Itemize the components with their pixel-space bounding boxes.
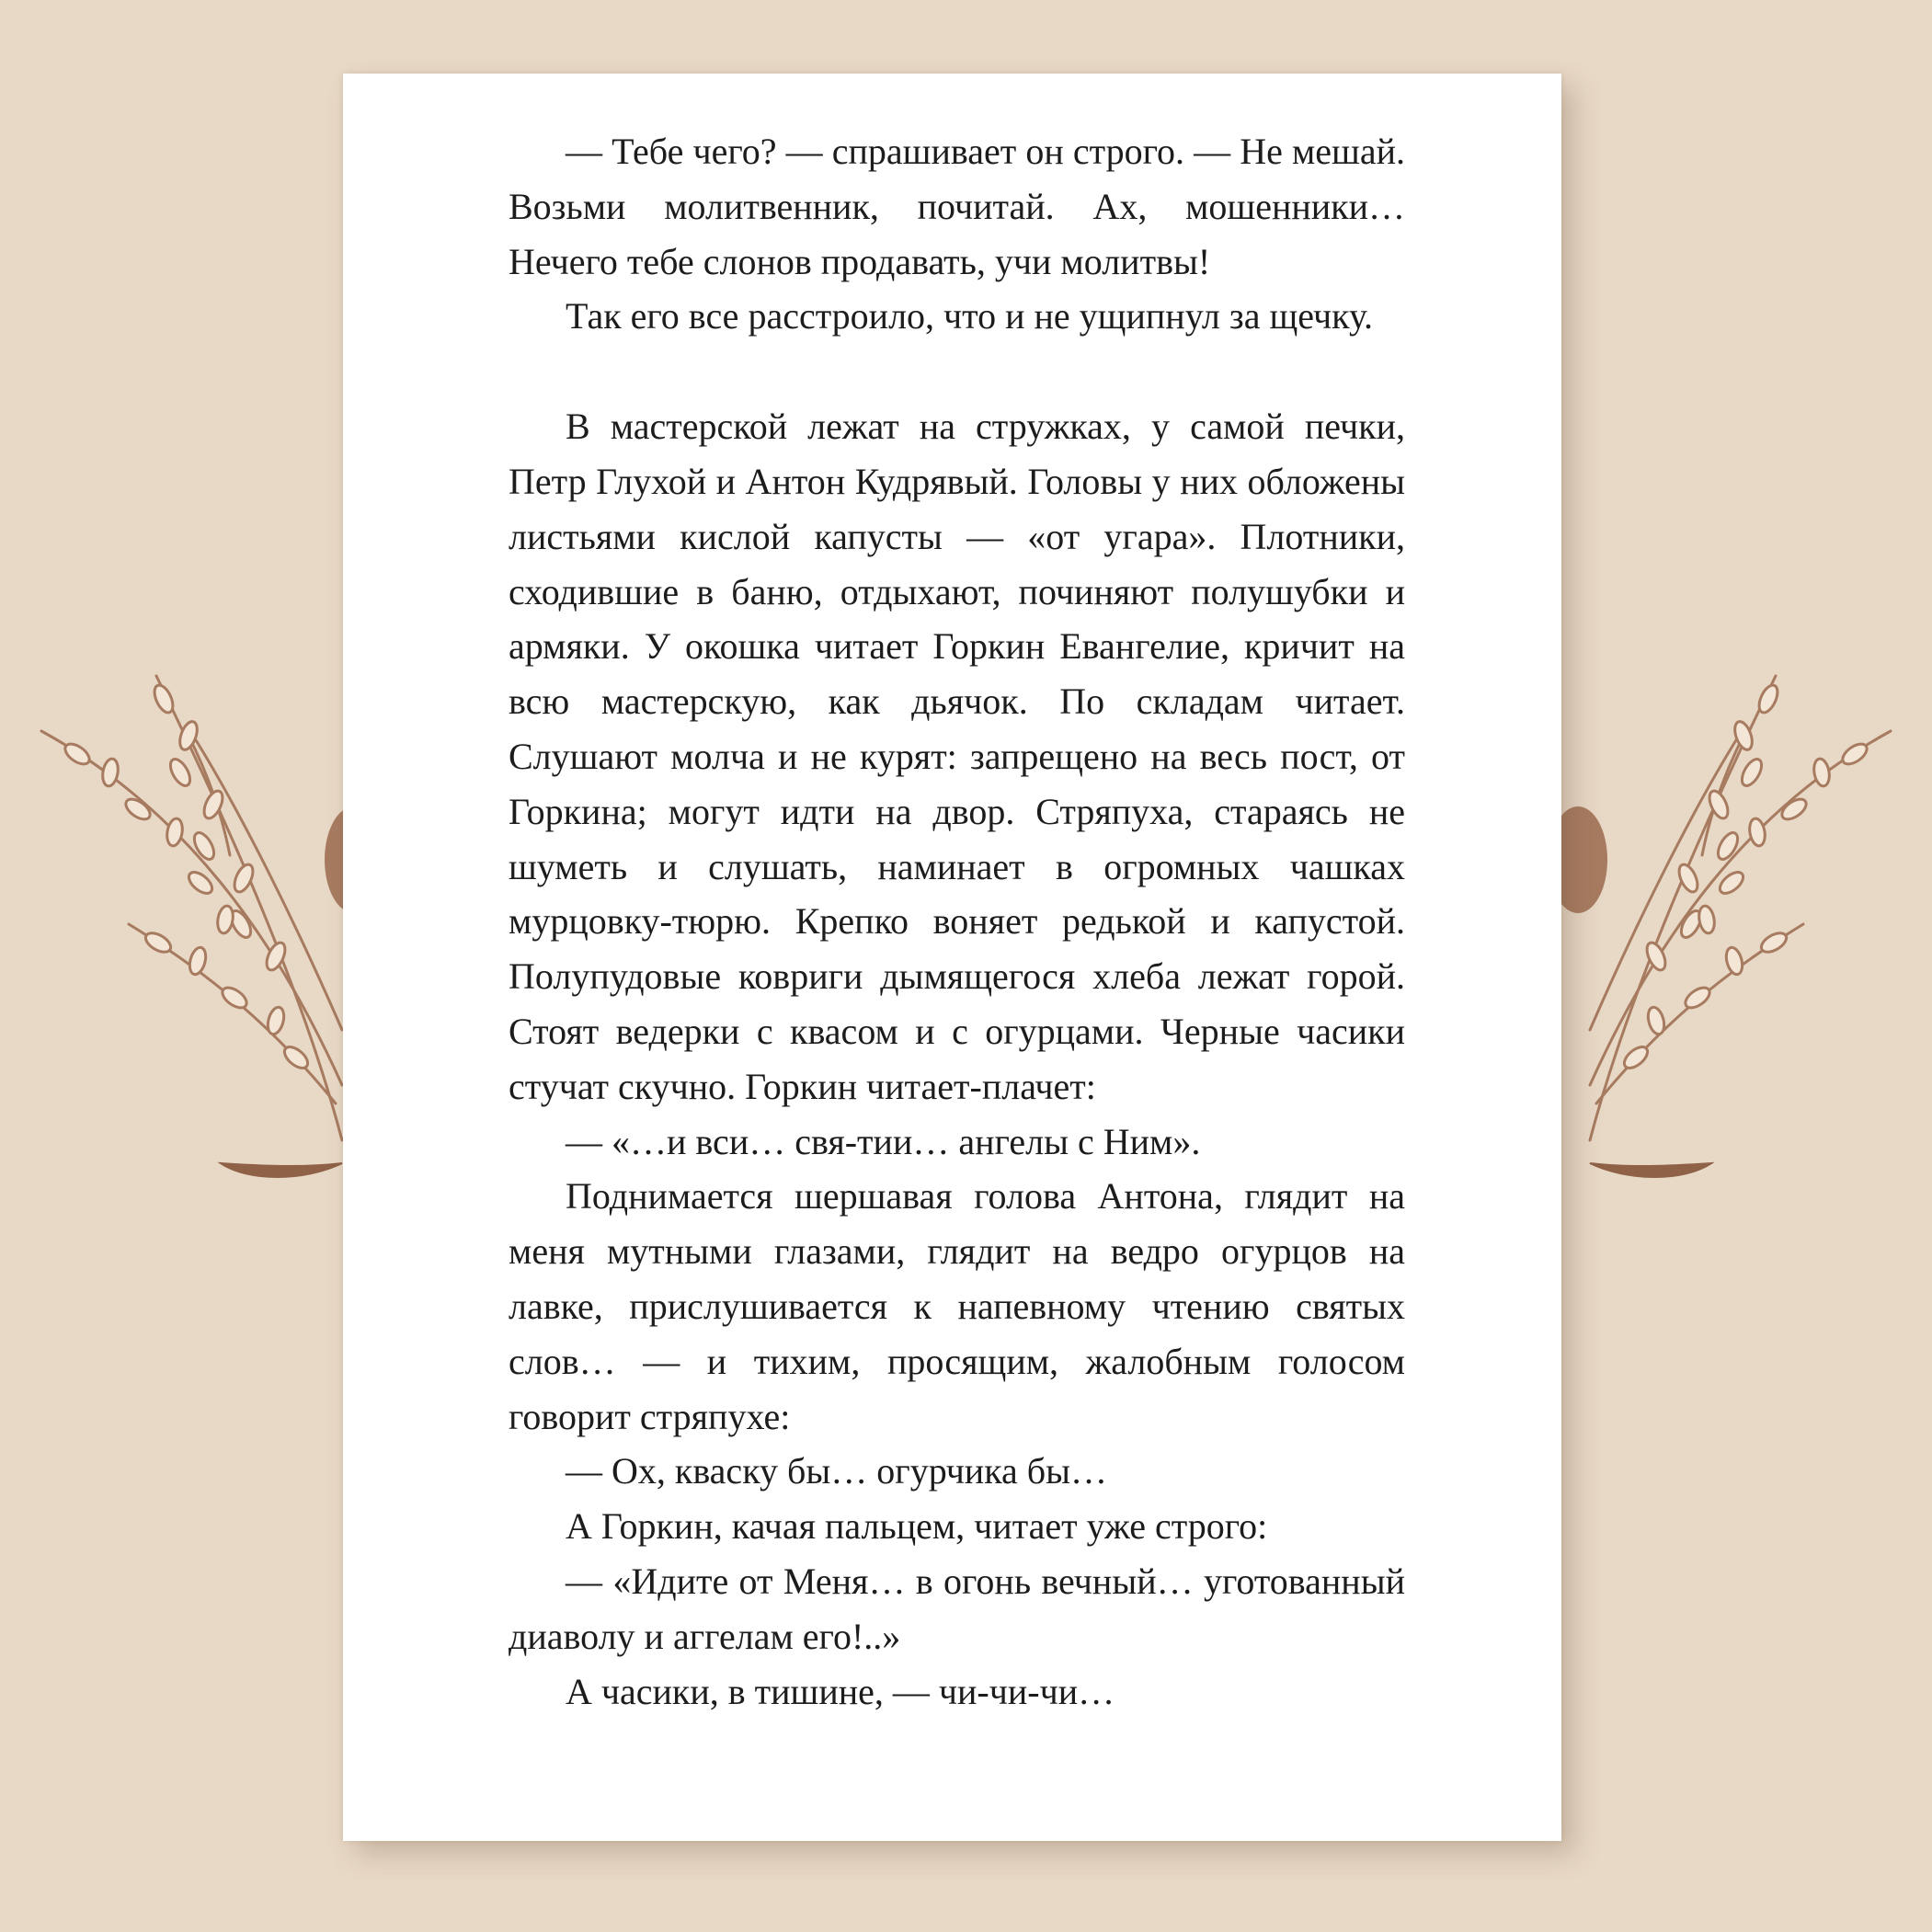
paragraph: Поднимается шершавая голова Антона, глядит на меня мутными глазами, глядит на ведро огурцов на лавке, прислушивается к напевному чтению святых слов… — и тихим, просящим, жалобным голосом говорит стряпухе: — [509, 1175, 1405, 1437]
page-text — [509, 124, 1405, 1719]
paragraph: — «…и вси… свя-тии… ангелы с Ним». — [566, 1120, 1201, 1162]
paragraph: — Тебе чего? — спрашивает он строго. — Не мешай. Возьми молитвенник, почитай. Ах, мошенники… Нечего тебе слонов продавать, учи молитвы! — [509, 131, 1405, 282]
paragraph: — «Идите от Меня… в огонь вечный… уготованный диаволу и аггелам его!..» — [509, 1560, 1405, 1657]
book-page — [343, 74, 1561, 1841]
paragraph: А часики, в тишине, — чи-чи-чи… — [566, 1670, 1115, 1712]
willow-branch-icon — [41, 676, 383, 1177]
paragraph: А Горкин, качая пальцем, читает уже строго: — [566, 1505, 1268, 1548]
paragraph: Так его все расстроило, что и не ущипнул за щечку. — [566, 295, 1373, 337]
paragraph: — Ох, кваску бы… огурчика бы… — [566, 1450, 1108, 1492]
paragraph: В мастерской лежат на стружках, у самой печки, Петр Глухой и Антон Кудрявый. Головы у них обложены листьями кислой капусты — «от угара». Плотники, сходившие в баню, отдыхают, починяют полушубки и армяки. У окошка читает Горкин Евангелие, кричит на всю мастерскую, как дьячок. По складам читает. Слушают молча и не курят: запрещено на весь пост, от Горкина; могут идти на двор. Стряпуха, стараясь не шуметь и слушать, наминает в огромных чашках мурцовку-тюрю. Крепко воняет редькой и капустой. Полупудовые ковриги дымящегося хлеба лежат горой. Стоят ведерки с квасом и с огурцами. Черные часики стучат скучно. Горкин читает-плачет: — [509, 406, 1405, 1107]
